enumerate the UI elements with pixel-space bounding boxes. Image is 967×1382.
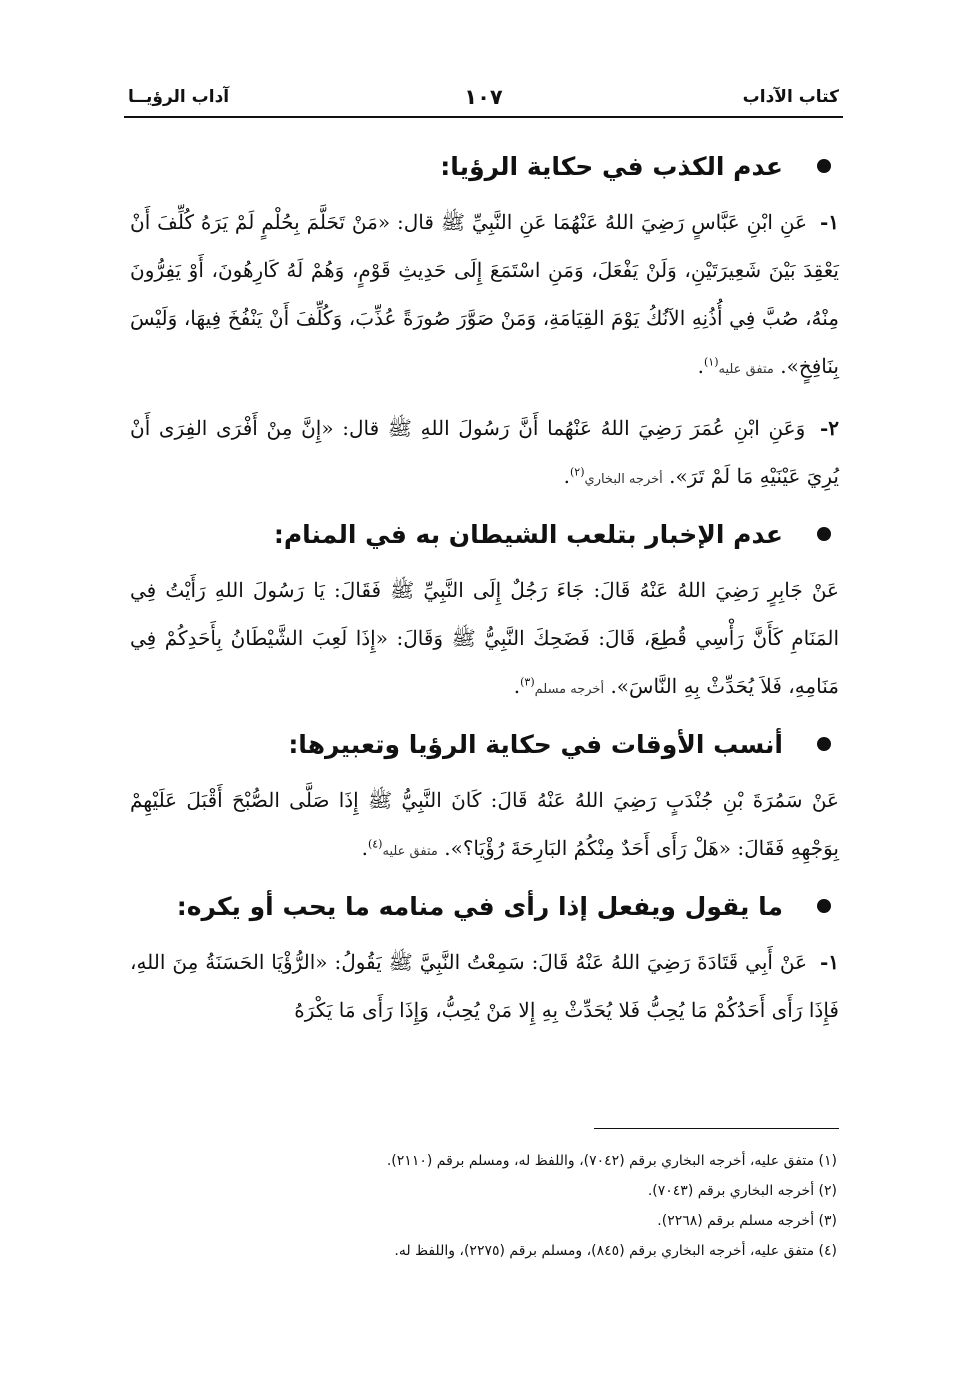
hadith-source: أخرجه البخاري xyxy=(584,472,663,487)
item-number: ١- xyxy=(819,950,839,974)
bullet-icon xyxy=(817,527,831,541)
bullet-icon xyxy=(817,159,831,173)
hadith-text: وَعَنِ ابْنِ عُمَرَ رَضِيَ اللهُ عَنْهُما أَنَّ رَسُولَ اللهِ ﷺ قال: «إِنَّ مِنْ أَفْرَى الفِرَى أَنْ يُرِيَ عَيْنَيْهِ مَا لَمْ تَرَ». xyxy=(130,416,839,488)
footnote-item: (٤) متفق عليه، أخرجه البخاري برقم (٨٤٥)، ومسلم برقم (٢٢٧٥)، واللفظ له. xyxy=(394,1243,837,1259)
hadith-source: متفق عليه xyxy=(382,844,438,859)
hadith-text: عَنْ سَمُرَةَ بْنِ جُنْدَبٍ رَضِيَ اللهُ عَنْهُ قَالَ: كَانَ النَّبِيُّ ﷺ إِذَا صَلَّى الصُّبْحَ أَقْبَلَ عَلَيْهِمْ بِوَجْهِهِ فَقَالَ: «هَلْ رَأَى أَحَدٌ مِنْكُمُ البَارِحَةَ رُؤْيَا؟». xyxy=(130,788,839,860)
section-heading: أنسب الأوقات في حكاية الرؤيا وتعبيرها: xyxy=(130,724,839,766)
footnote-ref[interactable]: (٣) xyxy=(520,675,535,689)
hadith-text: عَنْ جَابِرٍ رَضِيَ اللهُ عَنْهُ قَالَ: جَاءَ رَجُلٌ إِلَى النَّبِيِّ ﷺ فَقَالَ: يَا رَسُولَ اللهِ رَأَيْتُ فِي المَنَامِ كَأَنَّ رَأْسِي قُطِعَ، قَالَ: فَضَحِكَ النَّبِيُّ ﷺ وَقَالَ: «إِذَا لَعِبَ الشَّيْطَانُ بِأَحَدِكُمْ فِي مَنَامِهِ، فَلاَ يُحَدِّثْ بِهِ النَّاسَ». xyxy=(130,578,839,698)
footnote-ref[interactable]: (١) xyxy=(703,355,719,369)
header-book-title: كتاب الآداب xyxy=(742,87,839,107)
hadith-text: عَنِ ابْنِ عَبَّاسٍ رَضِيَ اللهُ عَنْهُمَا عَنِ النَّبِيِّ ﷺ قال: «مَنْ تَحَلَّمَ بِحُلْمٍ لَمْ يَرَهُ كُلِّفَ أَنْ يَعْقِدَ بَيْنَ شَعِيرَتَيْنِ، وَلَنْ يَفْعَلَ، وَمَنِ اسْتَمَعَ إِلَى حَدِيثِ قَوْمٍ، وَهُمْ لَهُ كَارِهُونَ، أَوْ يَفِرُّونَ مِنْهُ، صُبَّ فِي أُذُنِهِ الآنُكُ يَوْمَ القِيَامَةِ، وَمَنْ صَوَّرَ صُورَةً عُذِّبَ، وَكُلِّفَ أَنْ يَنْفُخَ فِيهَا، وَلَيْسَ بِنَافِخٍ». xyxy=(130,210,839,378)
footnote-item: (٣) أخرجه مسلم برقم (٢٢٦٨). xyxy=(657,1213,837,1229)
item-number: ١- xyxy=(819,210,840,234)
section-heading: عدم الكذب في حكاية الرؤيا: xyxy=(130,146,839,188)
footnote-item: (١) متفق عليه، أخرجه البخاري برقم (٧٠٤٢)، واللفظ له، ومسلم برقم (٢١١٠). xyxy=(386,1153,837,1169)
main-content xyxy=(130,138,839,1044)
hadith-source: أخرجه مسلم xyxy=(534,682,605,697)
section-heading: ما يقول ويفعل إذا رأى في منامه ما يحب أو يكره: xyxy=(130,886,839,928)
hadith-source: متفق عليه xyxy=(718,362,774,377)
hadith-paragraph: ١- عَنِ ابْنِ عَبَّاسٍ رَضِيَ اللهُ عَنْهُمَا عَنِ النَّبِيِّ ﷺ قال: «مَنْ تَحَلَّمَ بِحُلْمٍ لَمْ يَرَهُ كُلِّفَ أَنْ يَعْقِدَ بَيْنَ شَعِيرَتَيْنِ، وَلَنْ يَفْعَلَ، وَمَنِ اسْتَمَعَ إِلَى حَدِيثِ قَوْمٍ، وَهُمْ لَهُ كَارِهُونَ، أَوْ يَفِرُّونَ مِنْهُ، صُبَّ فِي أُذُنِهِ الآنُكُ يَوْمَ القِيَامَةِ، وَمَنْ صَوَّرَ صُورَةً عُذِّبَ، وَكُلِّفَ أَنْ يَنْفُخَ فِيهَا، وَلَيْسَ بِنَافِخٍ». متفق عليه$^{(١)}$. xyxy=(130,210,840,378)
header-divider xyxy=(124,116,843,118)
page-number: ١٠٧ xyxy=(464,85,503,109)
header-chapter-title: آداب الرؤيــا xyxy=(128,87,230,107)
footnote-item: (٢) أخرجه البخاري برقم (٧٠٤٣). xyxy=(647,1183,837,1199)
running-header xyxy=(128,84,839,116)
footnote-ref[interactable]: (٤) xyxy=(367,837,383,851)
item-number: ٢- xyxy=(819,416,840,440)
footnotes xyxy=(130,1146,837,1266)
bullet-icon xyxy=(817,737,831,751)
bullet-icon xyxy=(817,899,831,913)
section-heading: عدم الإخبار بتلعب الشيطان به في المنام: xyxy=(130,514,839,556)
hadith-paragraph: ٢- وَعَنِ ابْنِ عُمَرَ رَضِيَ اللهُ عَنْهُما أَنَّ رَسُولَ اللهِ ﷺ قال: «إِنَّ مِنْ أَفْرَى الفِرَى أَنْ يُرِيَ عَيْنَيْهِ مَا لَمْ تَرَ». أخرجه البخاري$^{(٢)}$. xyxy=(130,416,840,488)
hadith-paragraph: عَنْ سَمُرَةَ بْنِ جُنْدَبٍ رَضِيَ اللهُ عَنْهُ قَالَ: كَانَ النَّبِيُّ ﷺ إِذَا صَلَّى الصُّبْحَ أَقْبَلَ عَلَيْهِمْ بِوَجْهِهِ فَقَالَ: «هَلْ رَأَى أَحَدٌ مِنْكُمُ البَارِحَةَ رُؤْيَا؟». متفق عليه$^{(٤)}$. xyxy=(130,788,839,860)
footnote-divider xyxy=(594,1128,839,1129)
hadith-text: عَنْ أَبِي قَتَادَةَ رَضِيَ اللهُ عَنْهُ قَالَ: سَمِعْتُ النَّبِيَّ ﷺ يَقُولُ: «الرُّؤْيَا الحَسَنَةُ مِنَ اللهِ، فَإِذَا رَأَى أَحَدُكُمْ مَا يُحِبُّ فَلا يُحَدِّثْ بِهِ إِلا مَنْ يُحِبُّ، وَإِذَا رَأَى مَا يَكْرَهُ xyxy=(130,950,839,1022)
footnote-ref[interactable]: (٢) xyxy=(570,465,585,479)
hadith-paragraph xyxy=(130,938,839,1034)
hadith-paragraph: عَنْ جَابِرٍ رَضِيَ اللهُ عَنْهُ قَالَ: جَاءَ رَجُلٌ إِلَى النَّبِيِّ ﷺ فَقَالَ: يَا رَسُولَ اللهِ رَأَيْتُ فِي المَنَامِ كَأَنَّ رَأْسِي قُطِعَ، قَالَ: فَضَحِكَ النَّبِيُّ ﷺ وَقَالَ: «إِذَا لَعِبَ الشَّيْطَانُ بِأَحَدِكُمْ فِي مَنَامِهِ، فَلاَ يُحَدِّثْ بِهِ النَّاسَ». أخرجه مسلم$^{(٣)}$. xyxy=(130,578,839,698)
